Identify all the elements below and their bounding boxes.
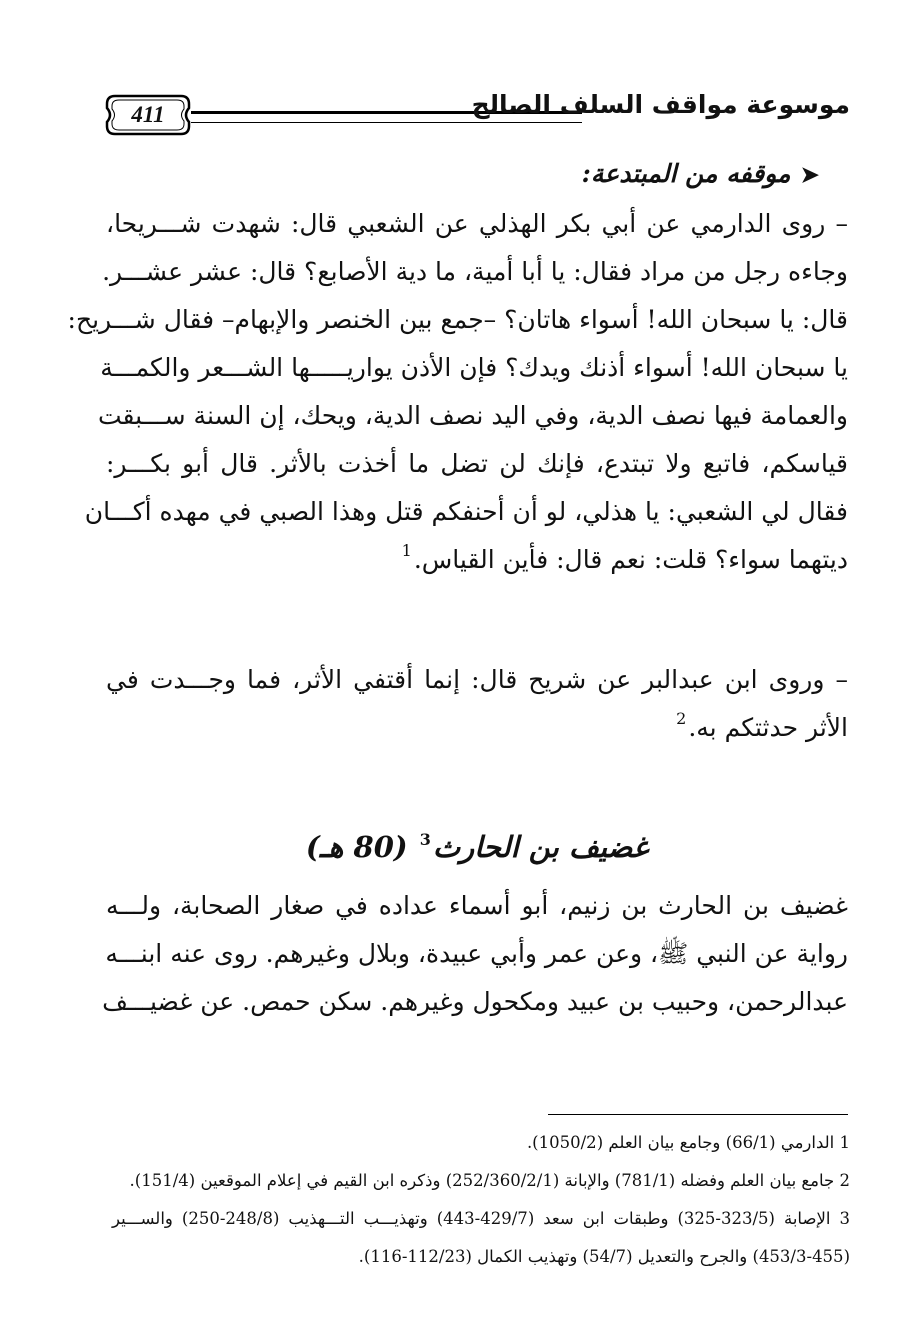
text-line: – وروى ابن عبدالبر عن شريح قال: إنما أقتفي الأثر، فما وجـــدت في bbox=[106, 665, 848, 694]
section-heading bbox=[582, 154, 819, 194]
footnotes bbox=[112, 1124, 850, 1276]
text-line: – روى الدارمي عن أبي بكر الهذلي عن الشعبي قال: شهدت شـــريحا، bbox=[106, 209, 848, 238]
paragraph-darimi bbox=[67, 200, 848, 584]
biography-heading-year: (80 هـ) bbox=[305, 830, 408, 864]
text-line: والعمامة فيها نصف الدية، وفي اليد نصف الدية، ويحك، إن السنة ســـبقت bbox=[97, 401, 848, 430]
text-line: عبدالرحمن، وحبيب بن عبيد ومكحول وغيرهم. سكن حمص. عن غضيـــف bbox=[102, 987, 848, 1016]
text-line bbox=[106, 536, 848, 584]
biography-heading-name: غضيف بن الحارث bbox=[432, 830, 649, 864]
page-header bbox=[105, 84, 850, 148]
arrowhead-bullet-icon: ➤ bbox=[800, 162, 819, 188]
text-line: قياسكم، فاتبع ولا تبتدع، فإنك لن تضل ما أخذت بالأثر. قال أبو بكـــر: bbox=[106, 449, 848, 478]
series-title: موسوعة مواقف السلف الصالح bbox=[471, 90, 850, 119]
text-line: فقال لي الشعبي: يا هذلي، لو أن أحنفكم قتل وهذا الصبي في مهده أكـــان bbox=[84, 497, 848, 526]
footnote-ref-2: 2 bbox=[676, 709, 687, 728]
footnote-1: 1 الدارمي (66/1) وجامع بيان العلم (1050/2). bbox=[526, 1133, 850, 1152]
paragraph-biography bbox=[102, 882, 848, 1026]
footnote-ref-1: 1 bbox=[401, 541, 412, 560]
text-line bbox=[106, 704, 848, 752]
text-line: غضيف بن الحارث بن زنيم، أبو أسماء عداده في صغار الصحابة، ولـــه bbox=[106, 891, 848, 920]
footnote-3-continued: (453/3-455) والجرح والتعديل (54/7) وتهذيب الكمال (112/23-116). bbox=[358, 1247, 850, 1266]
text-line: يا سبحان الله! أسواء أذنك ويدك؟ فإن الأذن يواريـــــها الشـــعر والكمـــة bbox=[100, 353, 848, 382]
text-line: قال: يا سبحان الله! أسواء هاتان؟ –جمع بين الخنصر والإبهام– فقال شـــريح: bbox=[67, 305, 848, 334]
footnote-2: 2 جامع بيان العلم وفضله (781/1) والإبانة (252/360/2/1) وذكره ابن القيم في إعلام الموقعين (151/4). bbox=[129, 1171, 850, 1190]
biography-heading bbox=[106, 822, 848, 872]
page-number: 411 bbox=[131, 102, 165, 127]
footnote-3: 3 الإصابة (323/5-325) وطبقات ابن سعد (429/7-443) وتهذيـــب التـــهذيب (248/8-250) والســـير bbox=[112, 1209, 850, 1228]
text-line: رواية عن النبي ﷺ، وعن عمر وأبي عبيدة، وبلال وغيرهم. روى عنه ابنـــه bbox=[105, 939, 848, 968]
footnote-separator bbox=[548, 1114, 848, 1115]
section-heading-text: موقفه من المبتدعة: bbox=[581, 159, 791, 188]
page-number-badge bbox=[105, 92, 191, 138]
footnote-ref-3: 3 bbox=[419, 830, 431, 849]
text-line: وجاءه رجل من مراد فقال: يا أبا أمية، ما دية الأصابع؟ قال: عشر عشـــر. bbox=[102, 257, 848, 286]
text-line-content: ديتهما سواء؟ قلت: نعم قال: فأين القياس. bbox=[413, 545, 848, 574]
text-line-content: الأثر حدثتكم به. bbox=[688, 713, 848, 742]
paragraph-ibn-abdulbarr bbox=[106, 656, 848, 752]
